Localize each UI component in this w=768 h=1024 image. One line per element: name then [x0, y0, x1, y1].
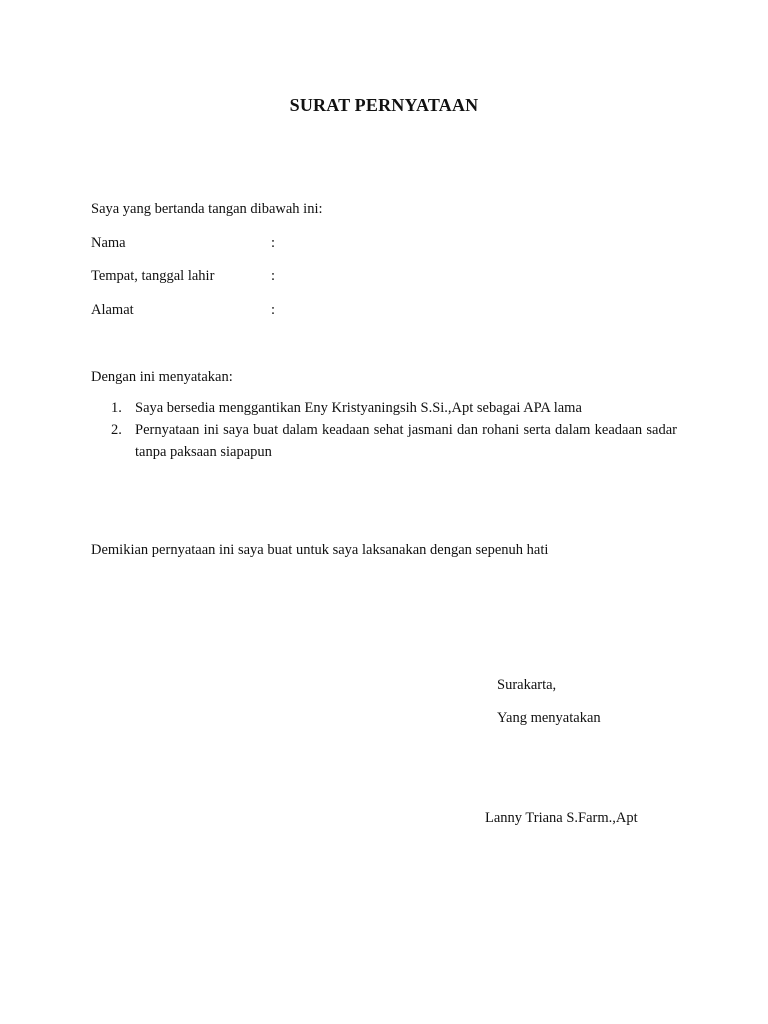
field-label-alamat: Alamat [91, 302, 134, 318]
statement-number: 2. [111, 422, 122, 438]
field-label-nama: Nama [91, 235, 126, 251]
declaration-intro: Dengan ini menyatakan: [91, 369, 233, 385]
signer-name: Lanny Triana S.Farm.,Apt [485, 810, 638, 826]
statement-item [91, 397, 677, 419]
field-row-alamat [91, 299, 391, 321]
field-label-tempat-tanggal-lahir: Tempat, tanggal lahir [91, 268, 215, 284]
signature-place: Surakarta, [497, 677, 557, 693]
field-colon-nama: : [271, 235, 276, 251]
signature-label: Yang menyatakan [497, 710, 601, 726]
document-title: SURAT PERNYATAAN [289, 95, 479, 115]
statement-text: Saya bersedia menggantikan Eny Kristyaningsih S.Si.,Apt sebagai APA lama [135, 400, 582, 416]
statement-item [91, 419, 677, 463]
field-row-nama [91, 232, 391, 254]
closing-text: Demikian pernyataan ini saya buat untuk saya laksanakan dengan sepenuh hati [91, 542, 549, 558]
field-colon-alamat: : [271, 302, 276, 318]
field-row-tempat-tanggal-lahir [91, 265, 391, 287]
statement-list [91, 397, 677, 463]
statement-number: 1. [111, 400, 122, 416]
statement-text: Pernyataan ini saya buat dalam keadaan sehat jasmani dan rohani serta dalam keadaan sadar tanpa paksaan siapapun [135, 422, 677, 460]
intro-text: Saya yang bertanda tangan dibawah ini: [91, 201, 323, 217]
field-colon-tempat-tanggal-lahir: : [271, 268, 276, 284]
